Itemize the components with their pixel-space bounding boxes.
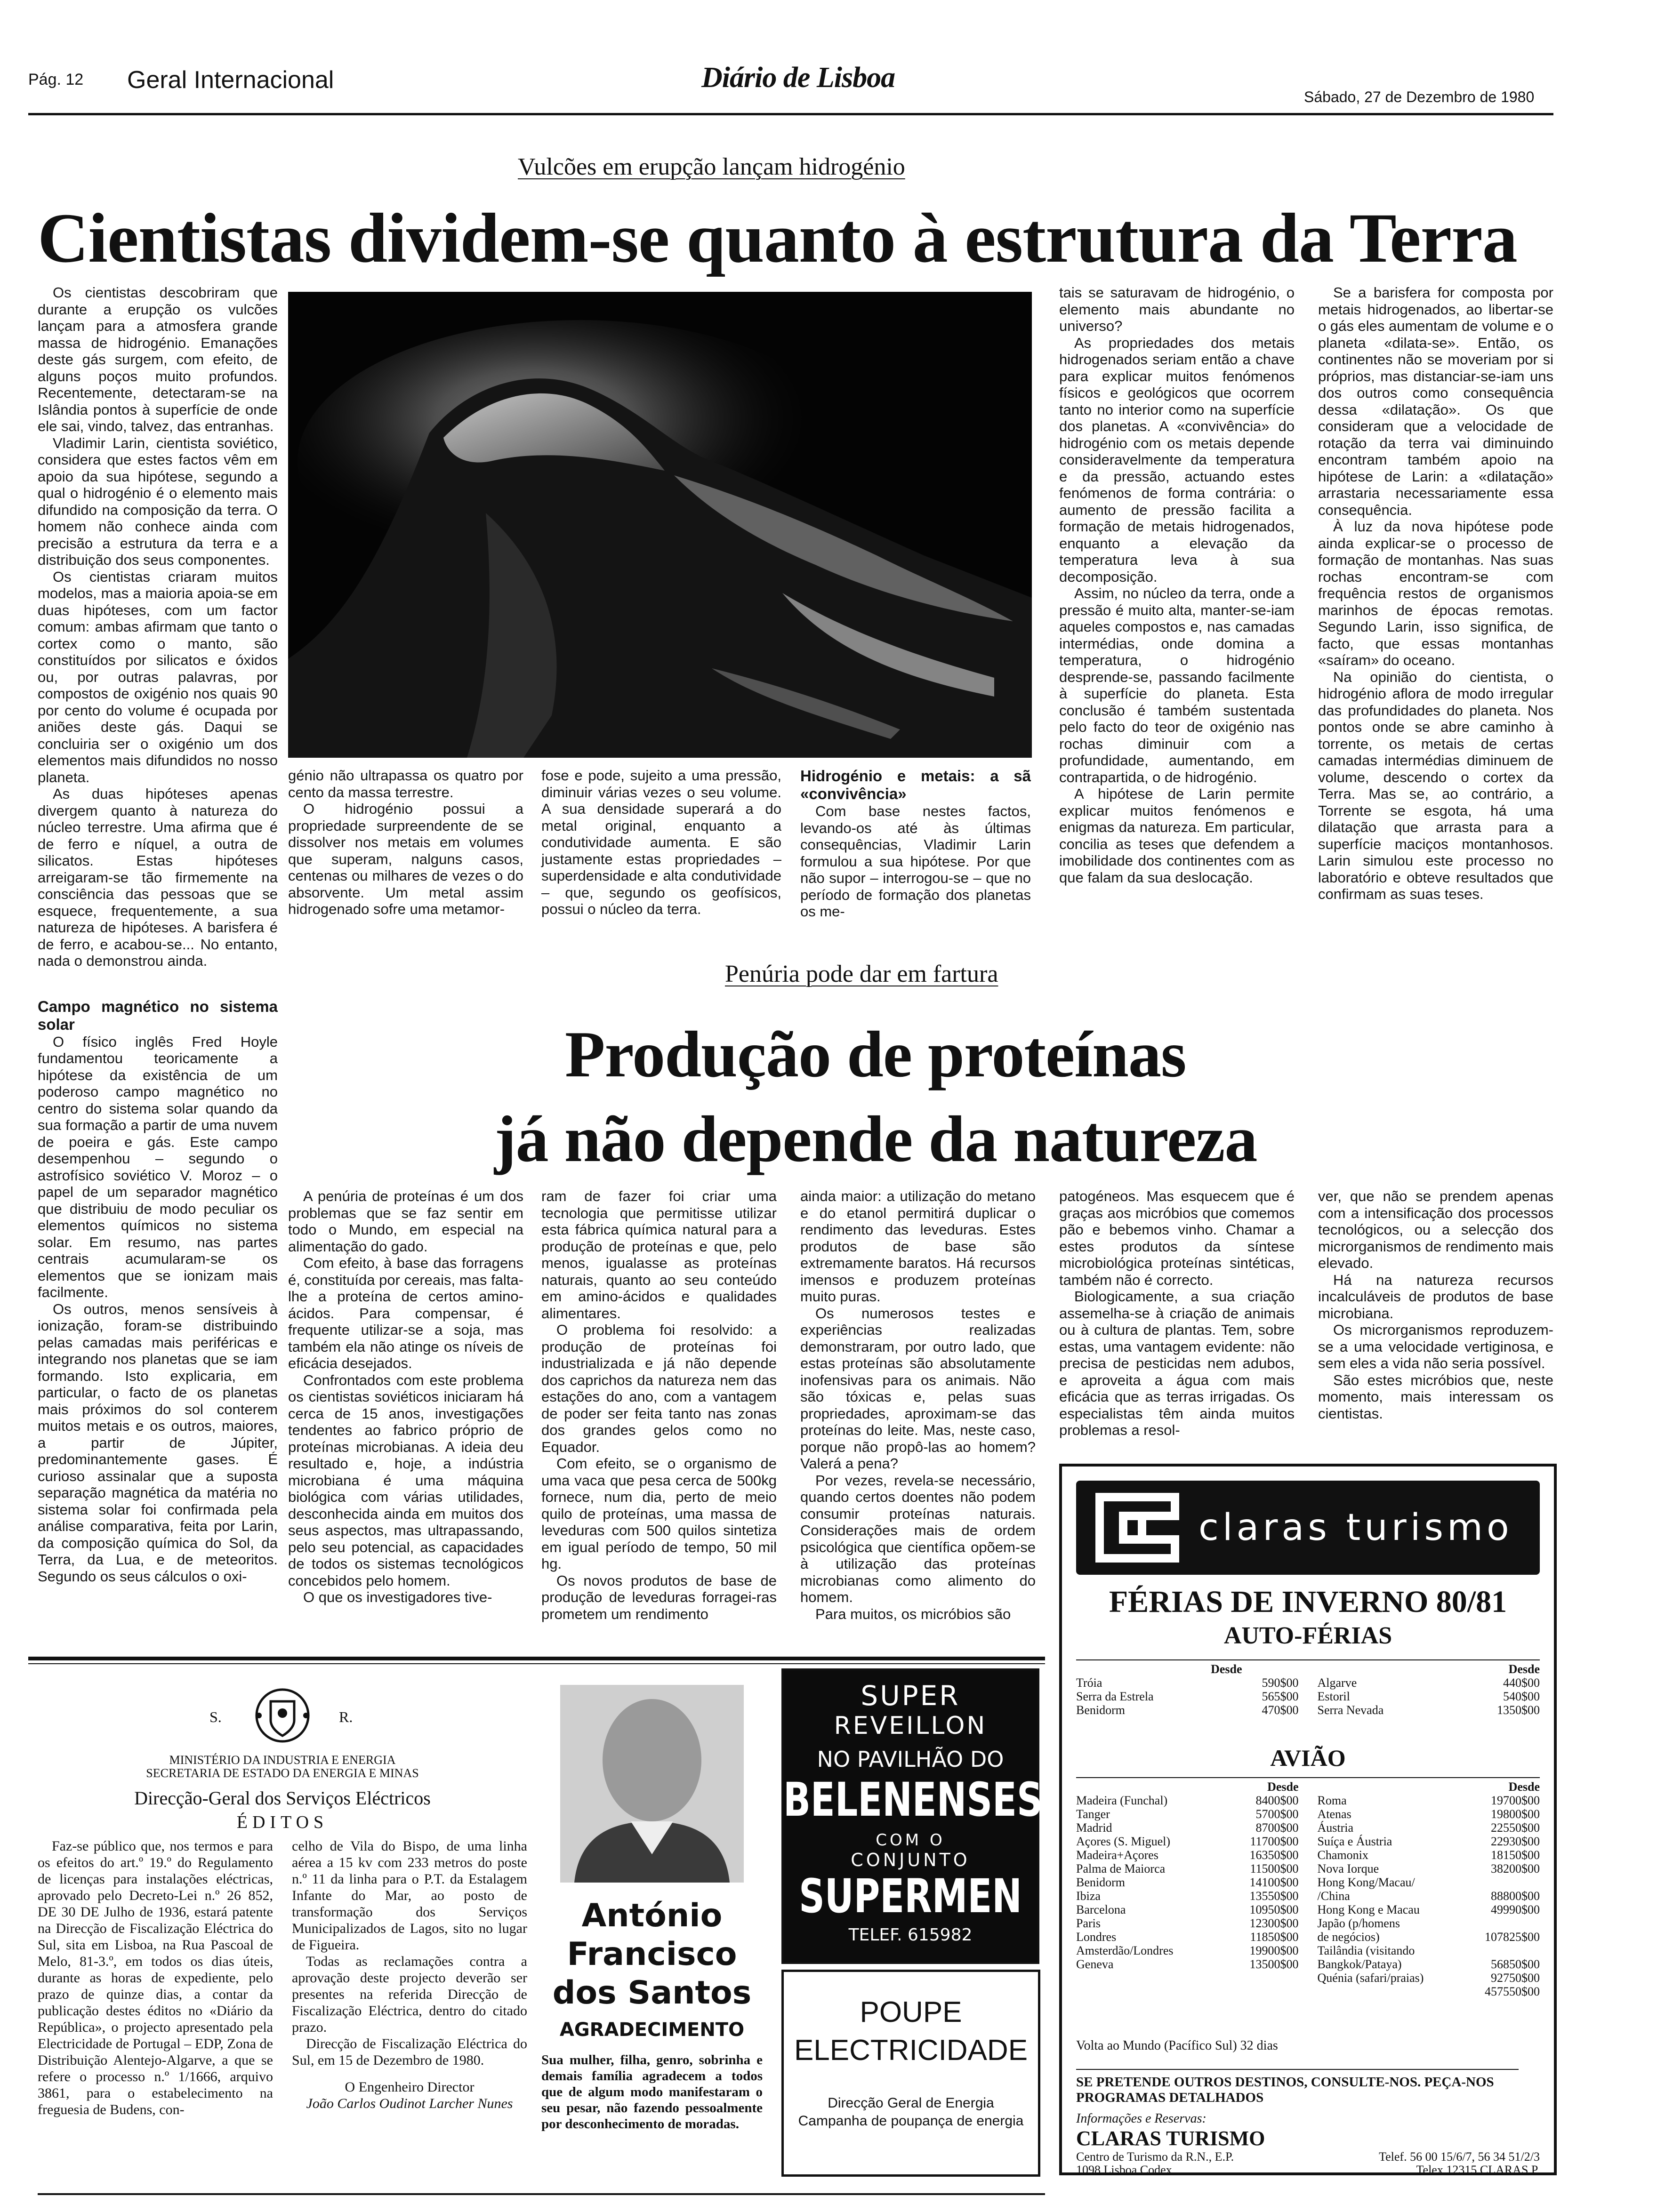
ministry-line-2: SECRETARIA DE ESTADO DA ENERGIA E MINAS (146, 1766, 419, 1780)
edital-column-2 (292, 1838, 527, 2112)
destination: Londres (1076, 1930, 1117, 1944)
volcano-photo (288, 292, 1032, 758)
footer-rule (38, 2193, 1045, 2195)
price-row (1318, 1676, 1540, 1690)
price: 16350$00 (1249, 1848, 1299, 1862)
destination: Atenas (1317, 1807, 1351, 1821)
article2-column-5 (1318, 1188, 1553, 1422)
volcano-eruption-image (288, 292, 1032, 758)
destination: de negócios) (1317, 1930, 1380, 1944)
price: 19900$00 (1249, 1944, 1299, 1957)
price-row (1318, 1971, 1540, 1985)
price: 5700$00 (1255, 1807, 1299, 1821)
price: 10950$00 (1249, 1903, 1299, 1916)
destination: Bangkok/Pataya) (1317, 1957, 1402, 1971)
reveillon-line-7: SUPERMEN (799, 1868, 1022, 1923)
article2-column-3 (800, 1188, 1036, 1622)
desde-label: Desde (1508, 1780, 1540, 1794)
claras-info: Informações e Reservas: (1076, 2111, 1207, 2126)
paragraph: São estes micróbios que, neste momento, mais interessam os cientistas. (1318, 1371, 1553, 1422)
price: 11850$00 (1250, 1930, 1299, 1944)
portrait-image (560, 1685, 744, 1883)
edital-column-1: Faz-se público que, nos termos e para os efeitos do art.º 19.º do Regulamento de licenças para instalações eléctricas, aprovado pelo Decreto-Lei n.º 26 852, DE 30 DE Julho de 1936, estará patente na Direcção de Fiscalização Eléctrica do Sul, sita em Lisboa, na Rua Pascoal de Melo, 81-3.º, em todos os dias úteis, durante as horas de expediente, pelo prazo de quinze dias, a contar da publicação destes éditos no «Diário da República», o projecto apresentado pela Electricidade de Portugal – EDP, Zona de Distribuição Alentejo-Algarve, a que se refere o processo n.º 1/1666, arquivo 3861, para o estabelecimento na freguesia de Budens, con- (38, 1838, 273, 2117)
price-row (1318, 1944, 1540, 1957)
price-row (1076, 1944, 1299, 1957)
price: 590$00 (1262, 1676, 1299, 1690)
article2-column-1 (288, 1188, 523, 1606)
claras-logo-icon (1090, 1488, 1184, 1568)
price: 11700$00 (1250, 1835, 1299, 1848)
paragraph: À luz da nova hipótese pode ainda explicar-se o processo de formação de montanhas. Nas suas rochas encontram-se com frequência restos de organismos marinhos de épocas remotas. Segundo Larin, isso significa, de facto, que essas montanhas «saíram» do oceano. (1318, 518, 1553, 668)
destination: Tanger (1076, 1807, 1110, 1821)
price-row (1318, 1985, 1540, 1998)
price: 8400$00 (1255, 1794, 1299, 1807)
destination: Madeira+Açores (1076, 1848, 1158, 1862)
masthead: Diário de Lisboa (701, 62, 895, 94)
claras-notice: SE PRETENDE OUTROS DESTINOS, CONSULTE-NOS. PEÇA-NOS PROGRAMAS DETALHADOS (1076, 2069, 1519, 2106)
paragraph: A hipótese de Larin permite explicar muitos fenómenos e enigmas da natureza. Em particular, concilia as teses que defendem a imobilidade dos continentes com as que falam da sua deslocação. (1059, 785, 1295, 886)
price: 565$00 (1262, 1690, 1299, 1703)
reveillon-phone: TELEF. 615982 (848, 1925, 973, 1945)
energia-line-1: POUPE (860, 1996, 962, 2028)
price-row (1318, 1821, 1540, 1835)
price: 540$00 (1503, 1690, 1540, 1703)
paragraph: ram de fazer foi criar uma tecnologia que permitisse utilizar esta fábrica química natural para a produção de proteínas e que, pelo menos, igualasse as proteínas naturais, quanto ao seu conteúdo em amino-ácidos e qualidades alimentares. (541, 1188, 777, 1322)
signer-name: João Carlos Oudinot Larcher Nunes (306, 2096, 513, 2111)
destination: Paris (1076, 1916, 1101, 1930)
reveillon-line-2: REVEILLON (834, 1712, 987, 1740)
destination: Áustria (1317, 1821, 1354, 1835)
price-row (1076, 1794, 1299, 1807)
desde-label: Desde (1211, 1662, 1242, 1676)
price-row (1318, 1889, 1540, 1903)
paragraph: Os cientistas criaram muitos modelos, mas a maioria apoia-se em duas hipóteses, com um factor comum: ambas afirmam que tanto o cortex como o manto, são constituídos por silicatos e óxidos ou, por outras palavras, por compostos de oxigénio nos quais 90 por cento do volume é ocupada por aniões deste gás. Daqui se concluiria ser o oxigénio um dos elementos mais difundidos no nosso planeta. (38, 568, 278, 785)
paragraph: Há na natureza recursos incalculáveis de produtos de base microbiana. (1318, 1271, 1553, 1322)
obituary-photo (560, 1685, 744, 1883)
price-row (1076, 1848, 1299, 1862)
price-row (1076, 1821, 1299, 1835)
price-row (1076, 1903, 1299, 1916)
energia-line-4: Campanha de poupança de energia (798, 2113, 1024, 2129)
price: 18150$00 (1491, 1848, 1540, 1862)
price: 12300$00 (1249, 1916, 1299, 1930)
claras-subtitle: AUTO-FÉRIAS (1223, 1622, 1392, 1649)
paragraph: ainda maior: a utilização do metano e do etanol permitirá duplicar o rendimento das leveduras. Estes produtos de base são extremamente baratos. Há recursos imensos e produzem proteínas muito puras. (800, 1188, 1036, 1305)
price-row (1318, 1690, 1540, 1703)
price: 56850$00 (1491, 1957, 1540, 1971)
claras-phone: Telef. 56 00 15/6/7, 56 34 51/2/3 (1379, 2150, 1540, 2164)
paragraph: Com base nestes factos, levando-os até às últimas consequências, Vladimir Larin formulou a sua hipótese. Por que não supor – interrogou-se – que no período de formação dos planetas os me- (800, 803, 1031, 920)
price-row (1318, 1916, 1540, 1930)
destination: Serra da Estrela (1076, 1690, 1154, 1703)
issue-date: Sábado, 27 de Dezembro de 1980 (1304, 88, 1535, 105)
price-row (1076, 1676, 1299, 1690)
auto-ferias-table (1076, 1659, 1540, 1717)
destination: Madrid (1076, 1821, 1112, 1835)
price-row (1076, 1930, 1299, 1944)
claras-title: FÉRIAS DE INVERNO 80/81 (1109, 1585, 1507, 1619)
paragraph: Se a barisfera for composta por metais hidrogenados, ao libertar-se o gás eles aumentam de volume e o planeta «dilata-se». Então, os continentes não se moveriam por si próprios, mas distanciar-se-iam uns dos outros como consequência dessa «dilatação». Os que consideram que a velocidade de rotação da terra vai diminuindo encontram também apoio na hipótese de Larin: a «dilatação» arrastaria necessariamente essa consequência. (1318, 284, 1553, 518)
reveillon-line-3: NO PAVILHÃO DO (817, 1747, 1004, 1772)
reveillon-line-1: SUPER (861, 1680, 960, 1712)
article1-column-6 (1318, 284, 1553, 903)
subhead-magnetic: Campo magnético no sistema solar (38, 997, 278, 1033)
edital-s: S. (209, 1708, 222, 1725)
price: 11500$00 (1250, 1862, 1299, 1875)
paragraph: Confrontados com este problema os cientistas soviéticos iniciaram há cerca de 15 anos, investigações tendentes ao fabrico próprio de proteínas microbianas. A ideia deu resultado e, hoje, a indústria microbiana é uma máquina biológica com várias utilidades, desconhecida ainda em muitos dos seus aspectos, mas ultrapassando, pelo seu potencial, as capacidades de todos os sistemas tecnológicos concebidos pelo homem. (288, 1371, 523, 1589)
edital-notice (38, 1675, 527, 2174)
reveillon-ad (781, 1668, 1043, 1964)
destination: /China (1317, 1889, 1350, 1903)
price-row (1318, 1862, 1540, 1875)
price-row (1076, 1862, 1299, 1875)
destination: Hong Kong/Macau/ (1317, 1875, 1415, 1889)
obituary-text: Sua mulher, filha, genro, sobrinha e demais família agradecem a todos que de algum modo manifestaram o seu pesar, não fazendo pessoalmente por desconhecimento de moradas. (541, 2052, 763, 2132)
paragraph: As duas hipóteses apenas divergem quanto à natureza do núcleo terrestre. Uma afirma que é de ferro e níquel, a outra de silicatos. Estas hipóteses arreigaram-se tão firmemente na consciência das pessoas que se esquece, frequentemente, a sua natureza de hipóteses. A barisfera é de ferro, e acabou-se... No entanto, nada o demonstrou ainda. (38, 785, 278, 969)
paragraph: ver, que não se prendem apenas com a intensificação dos processos tecnológicos, ou a selecção dos microrganismos de rendimento mais elevado. (1318, 1188, 1553, 1271)
price-row (1318, 1875, 1540, 1889)
price-row (1318, 1794, 1540, 1807)
edital-paragraph: celho de Vila do Bispo, de uma linha aérea a 15 kv com 233 metros do poste n.º 11 da linha para o P.T. da Estalagem Infante do Mar, ao posto de transformação dos Serviços Municipalizados de Lagos, sito no lugar de Figueira. (292, 1838, 527, 1953)
reveillon-line-6: CONJUNTO (851, 1850, 970, 1870)
price-row (1318, 1930, 1540, 1944)
destination: Açores (S. Miguel) (1076, 1835, 1171, 1848)
destination: Chamonix (1317, 1848, 1368, 1862)
price: 107825$00 (1485, 1930, 1540, 1944)
edital-department: Direcção-Geral dos Serviços Eléctricos (134, 1787, 431, 1809)
destination: Suíça e Áustria (1317, 1835, 1392, 1848)
price-row (1076, 1916, 1299, 1930)
article1-column-1 (38, 284, 278, 1585)
price: 8700$00 (1255, 1821, 1299, 1835)
price: 19700$00 (1491, 1794, 1540, 1807)
article1-headline: Cientistas dividem-se quanto à estrutura da Terra (38, 199, 1517, 277)
price: 38200$00 (1491, 1862, 1540, 1875)
article1-column-5 (1059, 284, 1295, 886)
paragraph: génio não ultrapassa os quatro por cento da massa terrestre. (288, 767, 523, 801)
price-row (1318, 1957, 1540, 1971)
price: 22550$00 (1491, 1821, 1540, 1835)
paragraph: Na opinião do cientista, o hidrogénio aflora de modo irregular das profundidades do planeta. Nos pontos onde se abre caminho à torrente, os metais de certas camadas intermédias diminuem de volume, descendo o cortex da Terra. Mas se, ao contrário, a Torrente se esgota, há uma dilatação que arrasta para a superfície maciços montanhosos. Larin simulou este processo no laboratório e obteve resultados que confirmam as suas teses. (1318, 668, 1553, 902)
obituary-heading: AGRADECIMENTO (559, 2019, 745, 2041)
aviao-heading: AVIÃO (1270, 1745, 1346, 1771)
paragraph: As propriedades dos metais hidrogenados seriam então a chave para explicar muitos fenómenos físicos e geológicos que ocorrem tanto no interior como na superfície dos planetas. A «convivência» do hidrogénio com os metais depende consideravelmente da temperatura e da pressão, actuando estes fenómenos de forma contrária: o aumento de pressão facilita a formação de metais hidrogenados, enquanto a elevação da temperatura leva à sua decomposição. (1059, 334, 1295, 585)
destination: Barcelona (1076, 1903, 1126, 1916)
destination: Madeira (Funchal) (1076, 1794, 1168, 1807)
paragraph: A penúria de proteínas é um dos problemas que se faz sentir em todo o Mundo, em especial na alimentação do gado. (288, 1188, 523, 1255)
price-row (1318, 1848, 1540, 1862)
energia-line-2: ELECTRICIDADE (794, 2034, 1028, 2067)
ministry-line-1: MINISTÉRIO DA INDUSTRIA E ENERGIA (169, 1753, 396, 1767)
destination: Tróia (1076, 1676, 1102, 1690)
energia-line-3: Direcção Geral de Energia (828, 2095, 994, 2111)
paragraph: Com efeito, à base das forragens é, constituída por cereais, mas falta-lhe a proteína de certos amino-ácidos. Para compensar, é frequente utilizar-se a soja, mas também ela não atinge os níveis de eficácia desejados. (288, 1255, 523, 1371)
destination: Benidorm (1076, 1875, 1125, 1889)
price-row (1318, 1807, 1540, 1821)
edital-r: R. (339, 1708, 353, 1725)
destination: Hong Kong e Macau (1317, 1903, 1420, 1916)
energia-ad (781, 1970, 1040, 2177)
price: 19800$00 (1491, 1807, 1540, 1821)
reveillon-line-5: COM O (876, 1831, 945, 1850)
aviao-table (1076, 1777, 1540, 1998)
price-row (1076, 1703, 1299, 1717)
price-row (1076, 1889, 1299, 1903)
destination: Nova Iorque (1317, 1862, 1379, 1875)
article1-column-4 (800, 767, 1031, 920)
destination: Roma (1317, 1794, 1347, 1807)
price-row (1076, 1835, 1299, 1848)
paragraph: Para muitos, os micróbios são (815, 1605, 1011, 1622)
price-row (1076, 1875, 1299, 1889)
coat-of-arms-icon (252, 1685, 313, 1746)
paragraph: O problema foi resolvido: a produção de proteínas foi industrializada e já não depende dos caprichos da natureza nem das estações do ano, com a vantagem de poder ser feita tanto nas zonas dos grandes gelos como no Equador. (541, 1322, 777, 1455)
bottom-section-rule-thin (28, 1663, 1045, 1664)
paragraph: Os cientistas descobriram que durante a erupção os vulcões lançam para a atmosfera grande massa de hidrogénio. Emanações deste gás surgem, com efeito, de alguns poços muito profundos. Recentemente, detectaram-se na Islândia pontos à superfície de onde ele sai, vindo, talvez, das entranhas. (38, 284, 278, 434)
page-number: Pág. 12 (28, 71, 84, 88)
reveillon-line-4: BELENENSES (783, 1772, 1043, 1827)
claras-address-2: 1098 Lisboa Codex (1076, 2163, 1172, 2177)
article2-kicker: Penúria pode dar em fartura (725, 961, 998, 987)
price: 13550$00 (1249, 1889, 1299, 1903)
header-rule (28, 113, 1553, 115)
paragraph: Por vezes, revela-se necessário, quando certos doentes não podem consumir proteínas naturais. Considerações mais de ordem psicológica que científica opõem-se à utilização das proteínas microbianas como alimento do homem. (800, 1472, 1036, 1605)
destination: Japão (p/homens (1317, 1916, 1400, 1930)
article2-column-2 (541, 1188, 777, 1622)
destination: Estoril (1317, 1690, 1350, 1703)
claras-brand: claras turismo (1199, 1507, 1513, 1549)
obituary (532, 1675, 772, 2174)
claras-address-1: Centro de Turismo da R.N., E.P. (1076, 2150, 1234, 2164)
paragraph: O físico inglês Fred Hoyle fundamentou teoricamente a hipótese da existência de um poderoso campo magnético no centro do sistema solar quando da sua formação a partir de uma nuvem de poeira e gás. Este campo desempenhou – segundo o astrofísico soviético V. Moroz – o papel de um separador magnético que distribuiu de modo peculiar os elementos químicos no sistema solar. Em resumo, nas partes centrais acumularam-se os elementos que se ionizam mais facilmente. (38, 1033, 278, 1300)
article1-kicker: Vulcões em erupção lançam hidrogénio (518, 153, 905, 180)
signer-title: O Engenheiro Director (345, 2079, 475, 2095)
edital-paragraph: Todas as reclamações contra a aprovação deste projecto deverão ser presentes na referida Direcção de Fiscalização Eléctrica, dentro do citado prazo. (292, 1954, 527, 2035)
price: 49990$00 (1491, 1903, 1540, 1916)
desde-label: Desde (1508, 1662, 1540, 1676)
claras-turismo-ad (1059, 1464, 1557, 2175)
subhead-hydrogen: Hidrogénio e metais: a sã «convivência» (800, 767, 1031, 802)
price-row (1318, 1835, 1540, 1848)
price-row (1076, 1690, 1299, 1703)
article2-headline-line-2: já não depende da natureza (494, 1103, 1257, 1176)
claras-company: CLARAS TURISMO (1076, 2127, 1265, 2150)
price-row (1076, 1957, 1299, 1971)
destination: Palma de Maiorca (1076, 1862, 1166, 1875)
editos-title: ÉDITOS (236, 1812, 329, 1832)
price: 13500$00 (1249, 1957, 1299, 1971)
bottom-section-rule (28, 1657, 1045, 1660)
price: 440$00 (1503, 1676, 1540, 1690)
price-row (1318, 1903, 1540, 1916)
destination: Algarve (1317, 1676, 1357, 1690)
paragraph: Os outros, menos sensíveis à ionização, foram-se distribuindo pelas camadas mais periféricas e integrando nos planetas que se iam formando. Isto explicaria, em particular, o facto de os planetas mais próximos do sol conterem muitos metais e os outros, maiores, a partir de Júpiter, predominantemente gases. É curioso assinalar que a suposta separação magnética da matéria no sistema solar foi confirmada pela análise comparativa, feita por Larin, da composição química do Sol, da Terra, da Lua, e de meteoritos. Segundo os seus cálculos o oxi- (38, 1300, 278, 1585)
article1-column-3 (541, 767, 781, 918)
paragraph: O que os investigadores tive- (303, 1589, 492, 1605)
destination: Benidorm (1076, 1703, 1125, 1717)
paragraph: Os microrganismos reproduzem-se a uma velocidade vertiginosa, e sem eles a vida não seria possível. (1318, 1322, 1553, 1371)
destination: Ibiza (1076, 1889, 1101, 1903)
edital-paragraph: Direcção de Fiscalização Eléctrica do Sul, em 15 de Dezembro de 1980. (292, 2036, 527, 2068)
desde-label: Desde (1267, 1780, 1299, 1794)
price: 14100$00 (1249, 1875, 1299, 1889)
article1-column-2 (288, 767, 523, 918)
price: 470$00 (1262, 1703, 1299, 1717)
world-tour: Volta ao Mundo (Pacífico Sul) 32 dias (1076, 2038, 1278, 2053)
paragraph: tais se saturavam de hidrogénio, o elemento mais abundante no universo? (1059, 284, 1295, 334)
price-row (1318, 1703, 1540, 1717)
destination: Geneva (1076, 1957, 1114, 1971)
paragraph: patogéneos. Mas esquecem que é graças aos micróbios que comemos pão e bebemos vinho. Chamar a estes produtos da síntese microbiológica proteínas sintéticas, também não é correcto. (1059, 1188, 1295, 1288)
paragraph: Vladimir Larin, cientista soviético, considera que estes factos vêm em apoio da sua hipótese, segundo a qual o hidrogénio é o elemento mais difundido na composição da terra. O homem não conhece ainda com precisão a estrutura da terra e a distribuição dos seus componentes. (38, 434, 278, 568)
price-row (1076, 1807, 1299, 1821)
obituary-name: António Francisco dos Santos (552, 1897, 752, 2012)
paragraph: Os novos produtos de base de produção de leveduras forragei-ras prometem um rendimento (541, 1572, 777, 1622)
price: 1350$00 (1497, 1703, 1540, 1717)
article2-headline-line-1: Produção de proteínas (565, 1018, 1186, 1091)
paragraph: Os numerosos testes e experiências realizadas demonstraram, por outro lado, que estas proteínas são absolutamente inofensivas para os animais. Não são tóxicas e, pelas suas propriedades, aproximam-se das proteínas do leite. Mas, neste caso, porque não propô-las ao homem? Valerá a pena? (800, 1305, 1036, 1472)
article2-column-4 (1059, 1188, 1295, 1439)
paragraph: Com efeito, se o organismo de uma vaca que pesa cerca de 500kg fornece, num dia, perto de meio quilo de proteínas, uma massa de leveduras com 500 quilos sintetiza em igual período de tempo, 50 mil hg. (541, 1455, 777, 1572)
paragraph: fose e pode, sujeito a uma pressão, diminuir várias vezes o seu volume. A sua densidade superará a do metal original, enquanto a condutividade aumenta. E são justamente estas propriedades – superdensidade e alta condutividade – que, segundo os geofísicos, possui o núcleo da terra. (541, 767, 781, 917)
paragraph: Biologicamente, a sua criação assemelha-se à criação de animais ou à cultura de plantas. Tem, sobre estas, uma vantagem evidente: não precisa de pesticidas nem adubos, e aproveita a água com mais eficácia que as terras irrigadas. Os especialistas têm ainda muitos problemas a resol- (1059, 1288, 1295, 1438)
paragraph: Assim, no núcleo da terra, onde a pressão é muito alta, manter-se-iam aqueles compostos e, nas camadas intermédias, onde domina a temperatura, o hidrogénio desprende-se, passando facilmente à superfície do planeta. Esta conclusão é também sustentada pelo facto do teor de oxigénio nas rochas diminuir com a profundidade, aumentando, em contrapartida, o de hidrogénio. (1059, 585, 1295, 785)
paragraph: O hidrogénio possui a propriedade surpreendente de se dissolver nos metais em volumes que superam, nalguns casos, centenas ou milhares de vezes o do absorvente. Um metal assim hidrogenado sofre uma metamor- (288, 801, 523, 917)
price: 88800$00 (1491, 1889, 1540, 1903)
price: 92750$00 (1491, 1971, 1540, 1985)
claras-telex: Telex 12315 CLARAS P. (1416, 2163, 1540, 2177)
price: 457550$00 (1485, 1985, 1540, 1998)
destination: Serra Nevada (1317, 1703, 1384, 1717)
price: 22930$00 (1491, 1835, 1540, 1848)
destination: Quénia (safari/praias) (1317, 1971, 1424, 1985)
destination: Amsterdão/Londres (1076, 1944, 1174, 1957)
claras-logo-band (1076, 1481, 1540, 1575)
destination: Tailândia (visitando (1317, 1944, 1415, 1957)
section-title: Geral Internacional (127, 66, 334, 94)
